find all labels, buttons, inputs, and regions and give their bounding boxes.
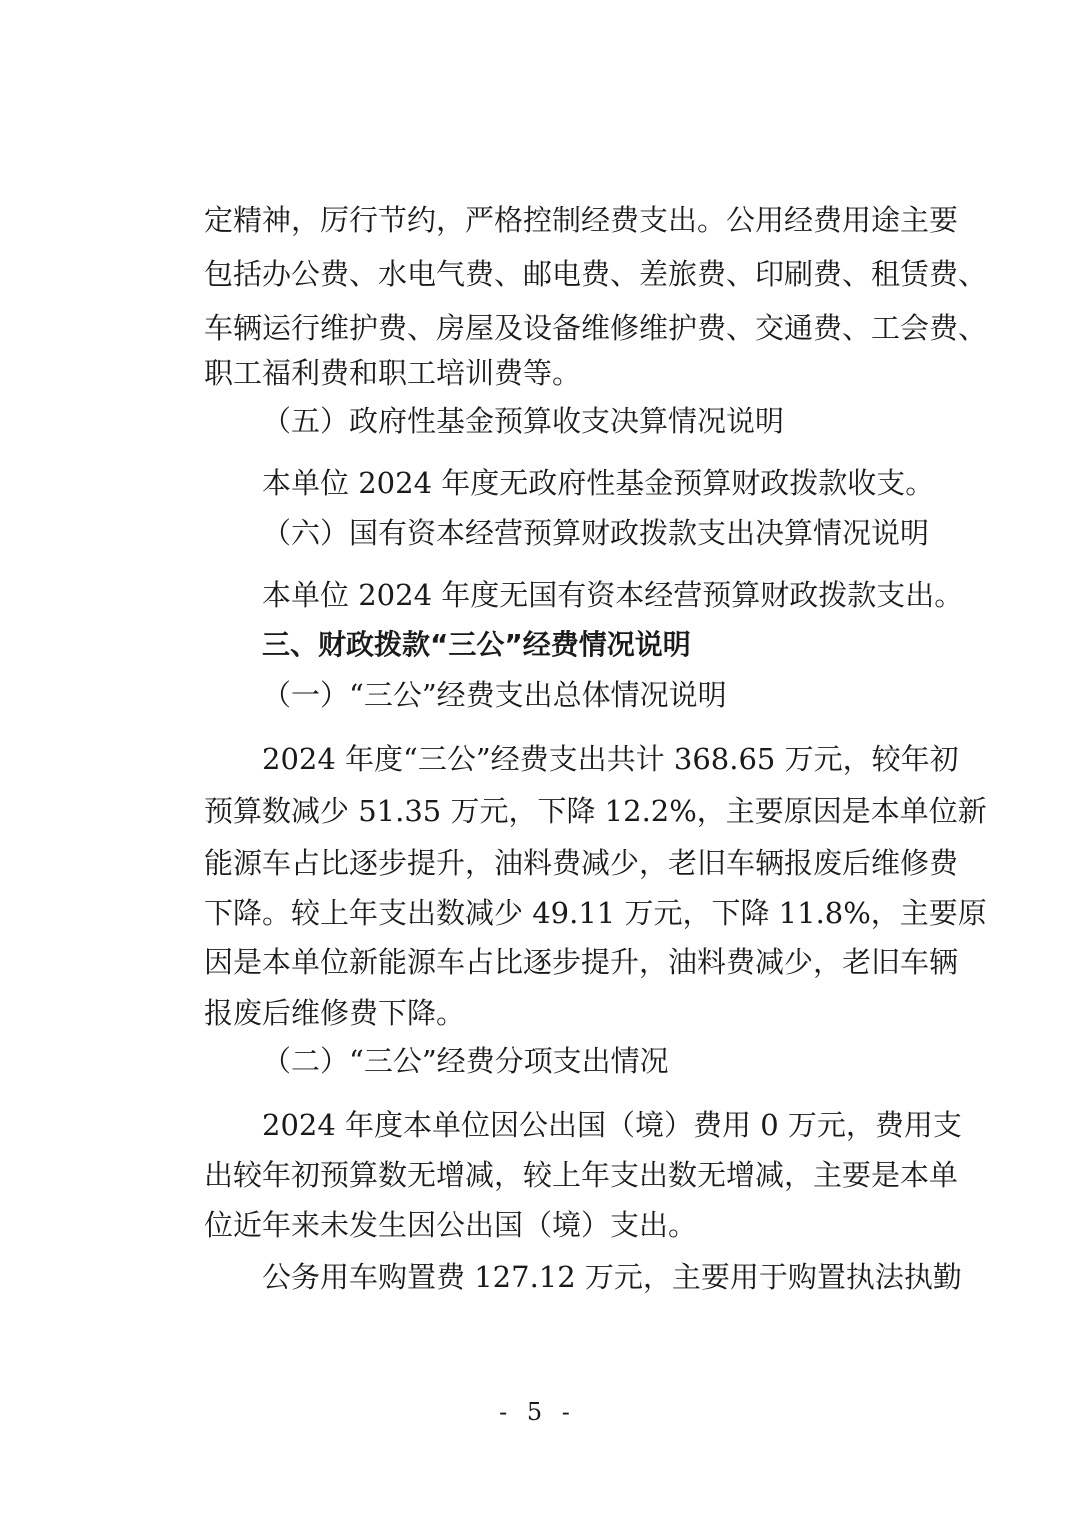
page-number: - 5 - <box>499 1398 576 1426</box>
body-text-line: 本单位 2024 年度无政府性基金预算财政拨款收支。 <box>262 466 935 500</box>
body-text-line: 能源车占比逐步提升，油料费减少，老旧车辆报废后维修费 <box>204 846 959 880</box>
body-text-line: 报废后维修费下降。 <box>204 996 466 1030</box>
section-heading-6: （六）国有资本经营预算财政拨款支出决算情况说明 <box>262 516 930 550</box>
body-text-line: 包括办公费、水电气费、邮电费、差旅费、印刷费、租赁费、 <box>204 257 988 291</box>
paragraph-first-line: 公务用车购置费 127.12 万元，主要用于购置执法执勤 <box>262 1260 962 1294</box>
body-text-line: 职工福利费和职工培训费等。 <box>204 356 582 390</box>
body-text-line: 预算数减少 51.35 万元，下降 12.2%，主要原因是本单位新 <box>204 794 987 828</box>
paragraph-first-line: 2024 年度“三公”经费支出共计 368.65 万元，较年初 <box>262 742 959 776</box>
body-text-line: 定精神，厉行节约，严格控制经费支出。公用经费用途主要 <box>204 203 959 237</box>
body-text-line: 因是本单位新能源车占比逐步提升，油料费减少，老旧车辆 <box>204 945 959 979</box>
chapter-heading-3: 三、财政拨款“三公”经费情况说明 <box>262 628 691 661</box>
section-heading-5: （五）政府性基金预算收支决算情况说明 <box>262 404 785 438</box>
section-heading-1: （一）“三公”经费支出总体情况说明 <box>262 678 727 712</box>
section-heading-2: （二）“三公”经费分项支出情况 <box>262 1044 669 1078</box>
body-text-line: 本单位 2024 年度无国有资本经营预算财政拨款支出。 <box>262 578 964 612</box>
body-text-line: 位近年来未发生因公出国（境）支出。 <box>204 1208 698 1242</box>
body-text-line: 下降。较上年支出数减少 49.11 万元，下降 11.8%，主要原 <box>204 896 987 930</box>
body-text-line: 车辆运行维护费、房屋及设备维修维护费、交通费、工会费、 <box>204 311 988 345</box>
body-text-line: 出较年初预算数无增减，较上年支出数无增减，主要是本单 <box>204 1158 959 1192</box>
paragraph-first-line: 2024 年度本单位因公出国（境）费用 0 万元，费用支 <box>262 1108 962 1142</box>
